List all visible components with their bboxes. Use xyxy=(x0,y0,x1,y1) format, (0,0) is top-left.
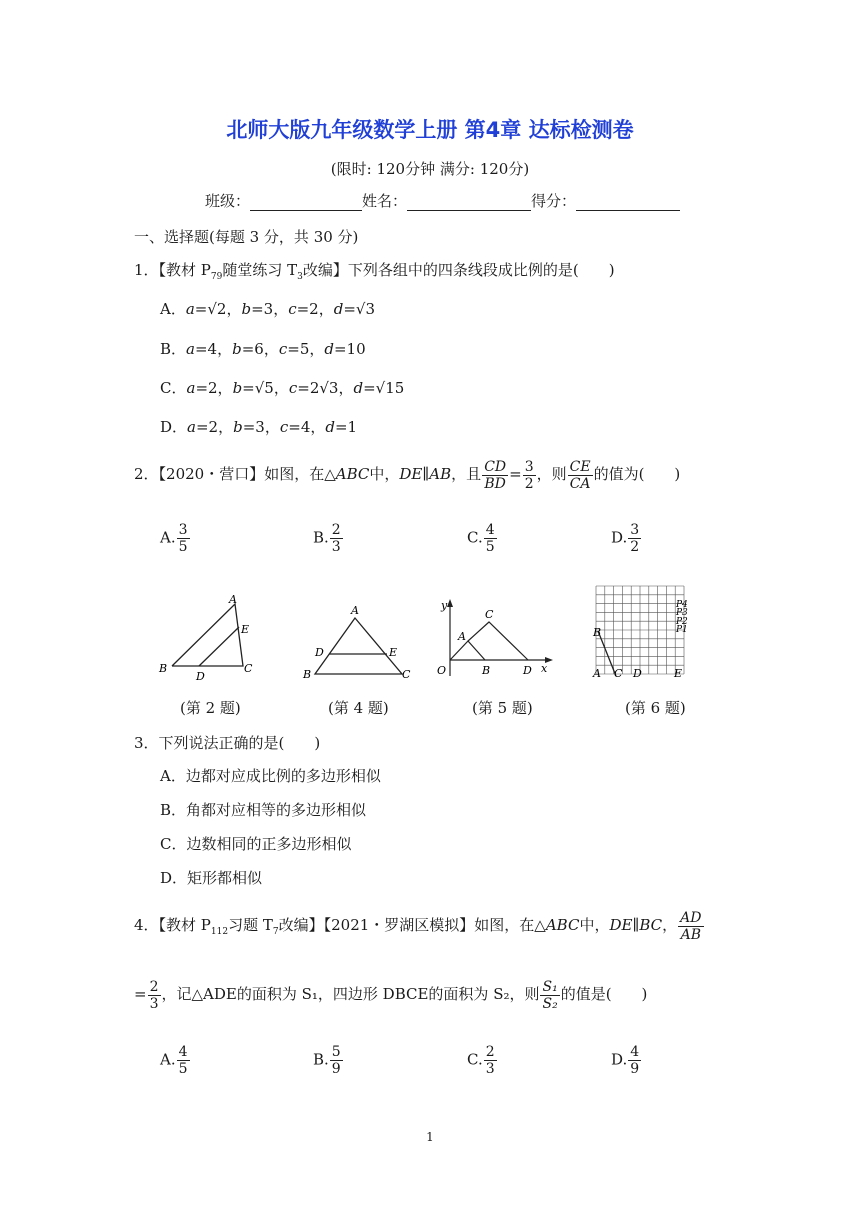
page-number: 1 xyxy=(426,1130,434,1144)
svg-text:C: C xyxy=(614,667,623,680)
fraction-ce-ca: $\frac{CE}{CA}$ xyxy=(569,458,591,492)
svg-text:C: C xyxy=(402,668,411,681)
q1-option-d[interactable]: D．a=2，b=3，c=4，d=1 xyxy=(160,418,358,436)
question-2-stem: 2．【2020・营口】如图，在△ABC中，DE∥AB，且 $\frac{CD}{BD}$ = $\frac{3}{2}$ ，则 $\frac{CE}{CA}$ 的值为( ) xyxy=(134,458,681,492)
exam-limits: (限时: 120分钟 满分: 120分) xyxy=(330,160,530,178)
svg-text:E: E xyxy=(241,623,250,636)
class-blank[interactable] xyxy=(250,194,362,211)
svg-text:E: E xyxy=(389,646,398,659)
q3-option-a[interactable]: A．边都对应成比例的多边形相似 xyxy=(160,767,381,785)
svg-text:C: C xyxy=(244,662,253,675)
fraction-3-2: $\frac{3}{2}$ xyxy=(524,458,534,492)
q1-option-c[interactable]: C．a=2，b=√5，c=2√3，d=√15 xyxy=(160,379,405,397)
q4-option-a[interactable]: A. $\frac{4}{5}$ xyxy=(160,1044,188,1077)
name-blank[interactable] xyxy=(407,194,531,211)
q3-option-b[interactable]: B．角都对应相等的多边形相似 xyxy=(160,801,367,819)
svg-text:D: D xyxy=(315,646,324,659)
student-info-line xyxy=(205,190,680,211)
svg-text:D: D xyxy=(633,667,642,680)
q2-option-d[interactable]: D. $\frac{3}{2}$ xyxy=(611,522,640,555)
question-4-stem-line1: 4．【教材 $P_{112}$习题 $T_7$改编】【2021・罗湖区模拟】如图，在△ABC中，DE∥BC， $\frac{AD}{AB}$ xyxy=(134,909,702,943)
svg-text:A: A xyxy=(229,593,237,606)
q2-option-b[interactable]: B. $\frac{2}{3}$ xyxy=(313,522,341,555)
svg-text:D: D xyxy=(523,664,532,677)
svg-text:B: B xyxy=(482,664,491,677)
svg-text:C: C xyxy=(485,608,494,621)
class-label: 班级： xyxy=(205,192,251,210)
figure-q4-triangle xyxy=(300,600,415,684)
q4-option-d[interactable]: D. $\frac{4}{9}$ xyxy=(611,1044,640,1077)
name-label: 姓名： xyxy=(362,192,408,210)
caption-fig-6: (第 6 题) xyxy=(625,699,686,717)
q1-option-a[interactable]: A．a=√2，b=3，c=2，d=√3 xyxy=(160,300,376,318)
section-heading: 一、选择题(每题 3 分，共 30 分) xyxy=(134,228,359,246)
q3-option-d[interactable]: D．矩形都相似 xyxy=(160,869,263,887)
question-4-stem-line2: = $\frac{2}{3}$ ，记△ADE的面积为 S₁，四边形 DBCE的面积为 S₂，则 $\frac{\text{S₁}}{\text{S₂}}$ 的值是( ) xyxy=(134,978,648,1012)
svg-text:x: x xyxy=(541,662,548,675)
svg-text:A: A xyxy=(458,630,466,643)
svg-text:A: A xyxy=(351,604,359,617)
question-1-stem: 1．【教材 $P_{79}$随堂练习 $T_3$改编】下列各组中的四条线段成比例的是( ) xyxy=(134,261,615,282)
q3-option-c[interactable]: C．边数相同的正多边形相似 xyxy=(160,835,352,853)
caption-fig-5: (第 5 题) xyxy=(472,699,533,717)
q1-option-b[interactable]: B．a=4，b=6，c=5，d=10 xyxy=(160,340,366,358)
fraction-ad-ab: $\frac{AD}{AB}$ xyxy=(680,909,702,943)
q4-option-c[interactable]: C. $\frac{2}{3}$ xyxy=(467,1044,495,1077)
svg-text:B: B xyxy=(303,668,312,681)
figure-q2-triangle xyxy=(155,592,265,684)
score-blank[interactable] xyxy=(576,194,680,211)
caption-fig-4: (第 4 题) xyxy=(328,699,389,717)
figure-q6-grid xyxy=(590,584,690,684)
caption-fig-2: (第 2 题) xyxy=(180,699,241,717)
q4-option-b[interactable]: B. $\frac{5}{9}$ xyxy=(313,1044,341,1077)
q2-option-a[interactable]: A. $\frac{3}{5}$ xyxy=(160,522,188,555)
svg-text:B: B xyxy=(593,626,602,639)
page-title: 北师大版九年级数学上册 第4章 达标检测卷 xyxy=(226,118,634,142)
q2-option-c[interactable]: C. $\frac{4}{5}$ xyxy=(467,522,495,555)
svg-text:y: y xyxy=(441,599,448,612)
svg-text:P2: P2 xyxy=(676,617,688,627)
svg-text:P4: P4 xyxy=(676,600,688,610)
svg-text:P3: P3 xyxy=(676,608,688,618)
figure-q5-coordinate xyxy=(432,596,557,682)
svg-text:B: B xyxy=(159,662,168,675)
fraction-cd-bd: $\frac{CD}{BD}$ xyxy=(484,458,507,492)
svg-text:P1: P1 xyxy=(676,625,688,635)
svg-text:A: A xyxy=(593,667,601,680)
svg-text:D: D xyxy=(196,670,205,683)
svg-text:E: E xyxy=(674,667,683,680)
score-label: 得分： xyxy=(531,192,577,210)
svg-text:O: O xyxy=(437,664,447,677)
question-3-stem: 3．下列说法正确的是( ) xyxy=(134,734,321,752)
